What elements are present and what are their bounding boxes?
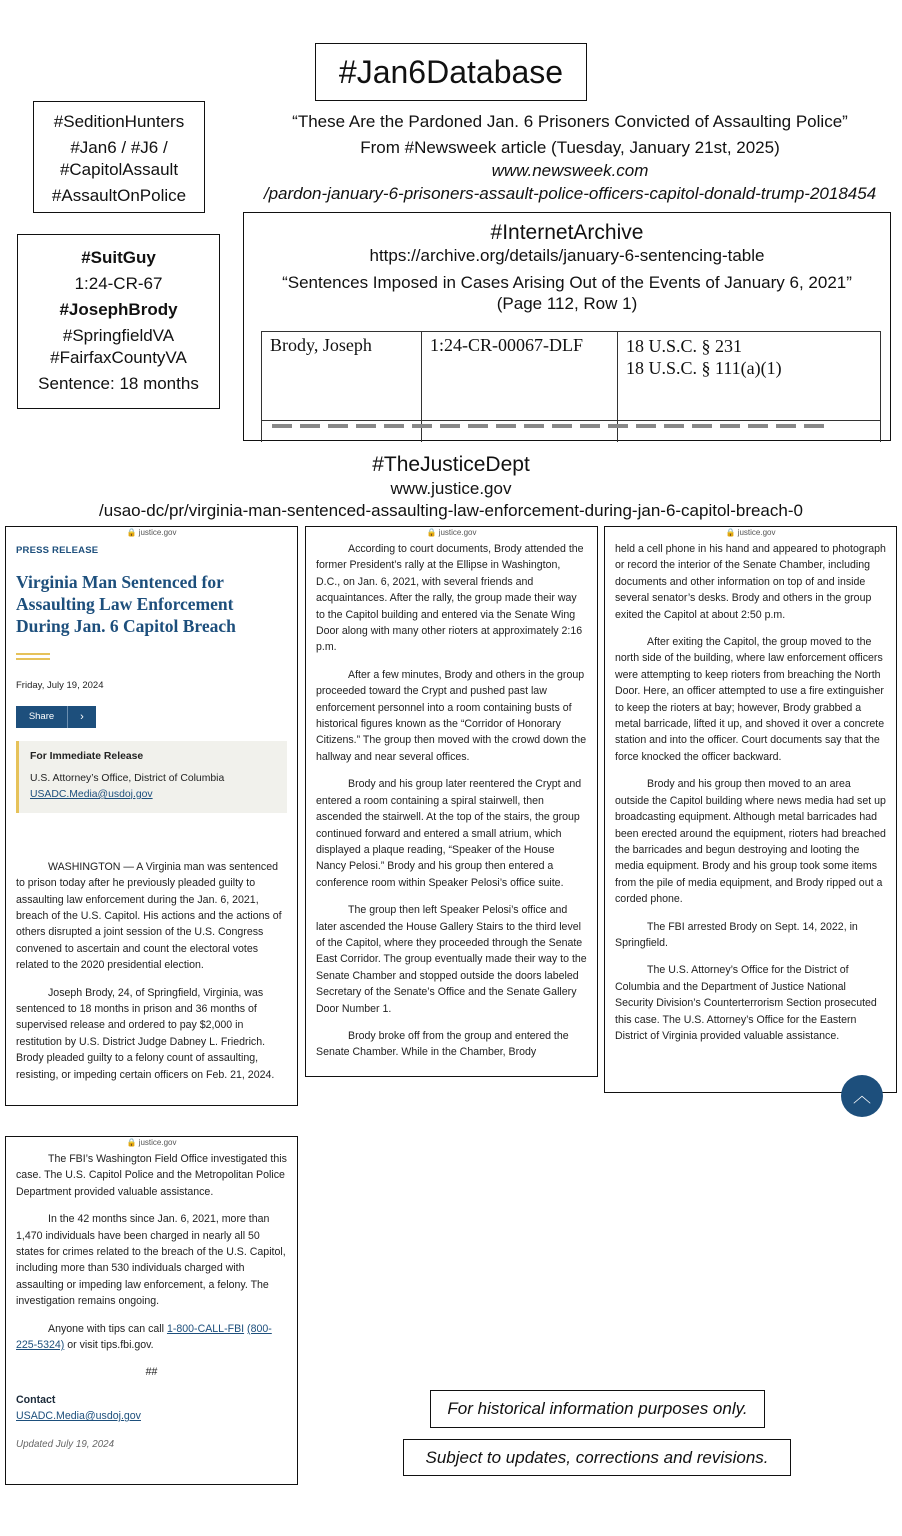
tips-paragraph [16,1321,287,1354]
doj-title: #TheJusticeDept [372,453,530,476]
statute-231: 18 U.S.C. § 231 [626,336,743,356]
paragraph: held a cell phone in his hand and appeared to photograph or record the interior of the Senate Chamber, including documents and other information on top of and inside several senator’s desks. Brody and others in the group exited the Capitol at about 2:50 p.m. [615,543,886,621]
browser-url-bar[interactable]: 🔒 justice.gov [126,1138,177,1147]
updated-date: Updated July 19, 2024 [16,1438,115,1450]
paragraph: After a few minutes, Brody and others in the group proceeded toward the Crypt and pushed past law enforcement personnel into a room containing busts of historical figures known as the “Corridor of Honorary Citizens.” The group then moved with the crowd down the hallway and near several offices. [316,668,587,763]
share-label: Share [16,706,68,728]
press-release-label: PRESS RELEASE [16,545,99,556]
justice-dept-source [0,452,902,522]
table-cut-row [272,424,828,428]
doj-domain[interactable]: www.justice.gov [390,479,512,498]
newsweek-source [245,110,895,205]
case-nickname: #SuitGuy [81,248,156,267]
site-domain: justice.gov [138,528,177,537]
internet-archive-box [243,212,891,441]
site-domain: justice.gov [138,1138,177,1147]
archive-url[interactable]: https://archive.org/details/january-6-sentencing-table [369,246,765,265]
contact-title: Contact [16,1393,56,1406]
divider [16,653,50,655]
paragraph: After exiting the Capitol, the group moved to the north side of the building, where law enforcement officers were attempting to keep rioters from breaching the North Door. Here, an officer attempted to use a fire extinguisher to keep the rioters at bay; however, Brody grabbed a metal barricade, lifted it up, and shoved it over a concrete station and into the officer. Court documents say that the force knocked the officer backward. [615,636,885,763]
tag-sedition-hunters: #SeditionHunters [53,112,185,131]
newsweek-source-line: From #Newsweek article (Tuesday, January 21st, 2025) [360,138,780,157]
paragraph: According to court documents, Brody attended the former President’s rally at the Ellipse in Washington, D.C., on Jan. 6, 2021, with several friends and acquaintances. After the rally, the group made their way to the Capitol building and entered via the Senate Wing Door along with many other rioters at approximately 2:16 p.m. [316,543,584,654]
paragraph: The FBI arrested Brody on Sept. 14, 2022, in Springfield. [615,920,858,949]
divider [16,658,50,660]
tag-capitol-assault: #CapitolAssault [59,160,179,179]
site-domain: justice.gov [438,528,477,537]
contact-email-link[interactable]: USADC.Media@usdoj.gov [16,1410,141,1423]
fbi-number-link[interactable]: (800-225-5324) [16,1322,272,1352]
sentencing-table-row [261,331,881,442]
release-title: For Immediate Release [30,750,144,762]
defendant-name: #JosephBrody [59,300,178,319]
release-email-link[interactable]: USADC.Media@usdoj.gov [30,788,153,800]
press-release-screenshot-3 [604,526,897,1106]
release-office: U.S. Attorney’s Office, District of Columbia [30,772,225,784]
newsweek-path[interactable]: /pardon-january-6-prisoners-assault-police-officers-capitol-donald-trump-2018454 [263,184,877,203]
archive-page-ref: (Page 112, Row 1) [496,294,638,313]
case-number: 1:24-CR-67 [74,274,163,293]
chevron-right-icon: › [80,710,84,723]
tips-text: Anyone with tips can call [48,1322,167,1335]
table-cell-name: Brody, Joseph [262,332,422,442]
tag-assault-on-police: #AssaultOnPolice [51,186,187,205]
browser-url-bar[interactable]: 🔒 justice.gov [426,528,477,537]
newsweek-headline: “These Are the Pardoned Jan. 6 Prisoners Convicted of Assaulting Police” [292,112,848,131]
browser-url-bar[interactable]: 🔒 justice.gov [725,528,776,537]
press-release-headline: Virginia Man Sentenced for Assaulting Law Enforcement During Jan. 6 Capitol Breach [16,572,236,637]
disclaimer-historical: For historical information purposes only. [430,1390,765,1428]
scroll-to-top-button[interactable] [841,1075,883,1117]
archive-doc-title: “Sentences Imposed in Cases Arising Out of the Events of January 6, 2021” [282,273,852,292]
share-button[interactable] [16,706,96,728]
paragraph: Joseph Brody, 24, of Springfield, Virginia, was sentenced to 18 months in prison and 36 months of supervised release and ordered to pay $2,000 in restitution by U.S. District Judge Dabney L. Friedrich. Brody pleaded guilty to a felony count of assaulting, resisting, or impeding certain officers on Feb. 21, 2024. [16,986,275,1081]
paragraph: Brody and his group then moved to an area outside the Capitol building where news media had set up broadcasting equipment. Although metal barricades had been erected around the equipment, rioters had breached the barricades and begun destroying and looting the media equipment. Brody and his group took some items from the pile of media equipment, and Brody ripped out a corded phone. [615,778,886,906]
paragraph: Brody and his group later reentered the Crypt and entered a room containing a spiral stairwell, then ascended the stairwell. At the top of the stairs, the group continued forward and entered a small atrium, which displayed a plaque reading, “Speaker of the House Nancy Pelosi.” Brody and his group then entered a conference room within Speaker Pelosi’s office suite. [316,778,582,889]
sentence: Sentence: 18 months [38,374,199,393]
chevron-up-icon: ︿ [853,1085,871,1106]
tag-jan6: #Jan6 / #J6 / [70,138,168,157]
site-domain: justice.gov [737,528,776,537]
press-release-screenshot-2 [305,526,598,1077]
place-springfield: #SpringfieldVA [62,326,175,345]
newsweek-domain[interactable]: www.newsweek.com [491,161,649,180]
tips-text-end: or visit tips.fbi.gov. [64,1339,154,1352]
table-row-divider [262,420,880,421]
table-cell-docket: 1:24-CR-00067-DLF [422,332,618,442]
place-fairfax: #FairfaxCountyVA [50,348,187,367]
paragraph: The U.S. Attorney’s Office for the District of Columbia and the Department of Justice National Security Division’s Counterterrorism Section prosecuted this case. The U.S. Attorney’s Office for the Eastern District of Virginia provided valuable assistance. [615,964,877,1042]
doj-path[interactable]: /usao-dc/pr/virginia-man-sentenced-assaulting-law-enforcement-during-jan-6-capitol-breach-0 [99,501,803,520]
paragraph: The group then left Speaker Pelosi’s office and later ascended the House Gallery Stairs to the third level of the Capitol, where they proceeded through the Senate East Corridor. The group eventually made their way to the Senate Chamber and stopped outside the doors labeled Secretary of the Senate’s Office and the Senate Gallery Door Number 1. [316,904,587,1015]
end-mark: ## [145,1366,158,1379]
release-info-box [16,741,287,813]
hashtag-box [33,101,205,213]
case-info-box [17,234,220,409]
statute-111: 18 U.S.C. § 111(a)(1) [626,358,782,378]
press-release-screenshot-4 [5,1136,298,1485]
press-release-date: Friday, July 19, 2024 [16,680,104,692]
paragraph: Brody broke off from the group and entered the Senate Chamber. While in the Chamber, Brody [316,1029,569,1059]
page-title: #Jan6Database [315,43,587,101]
paragraph: The FBI’s Washington Field Office investigated this case. The U.S. Capitol Police and the Metropolitan Police Department provided valuable assistance. [16,1153,287,1198]
disclaimer-updates: Subject to updates, corrections and revisions. [403,1439,791,1476]
archive-title: #InternetArchive [490,221,644,244]
paragraph: In the 42 months since Jan. 6, 2021, more than 1,470 individuals have been charged in nearly all 50 states for crimes related to the breach of the U.S. Capitol, including more than 530 individuals charged with assaulting or impeding law enforcement, a felony. The investigation remains ongoing. [16,1213,286,1308]
paragraph: WASHINGTON — A Virginia man was sentenced to prison today after he previously pleaded guilty to assaulting law enforcement during the Jan. 6, 2021, breach of the U.S. Capitol. His actions and the actions of others disrupted a joint session of the U.S. Congress convened to ascertain and count the electoral votes related to the 2020 presidential election. [16,860,282,972]
press-release-screenshot-1 [5,526,298,1106]
fbi-phone-link[interactable]: 1-800-CALL-FBI [166,1322,245,1335]
browser-url-bar[interactable]: 🔒 justice.gov [126,528,177,537]
